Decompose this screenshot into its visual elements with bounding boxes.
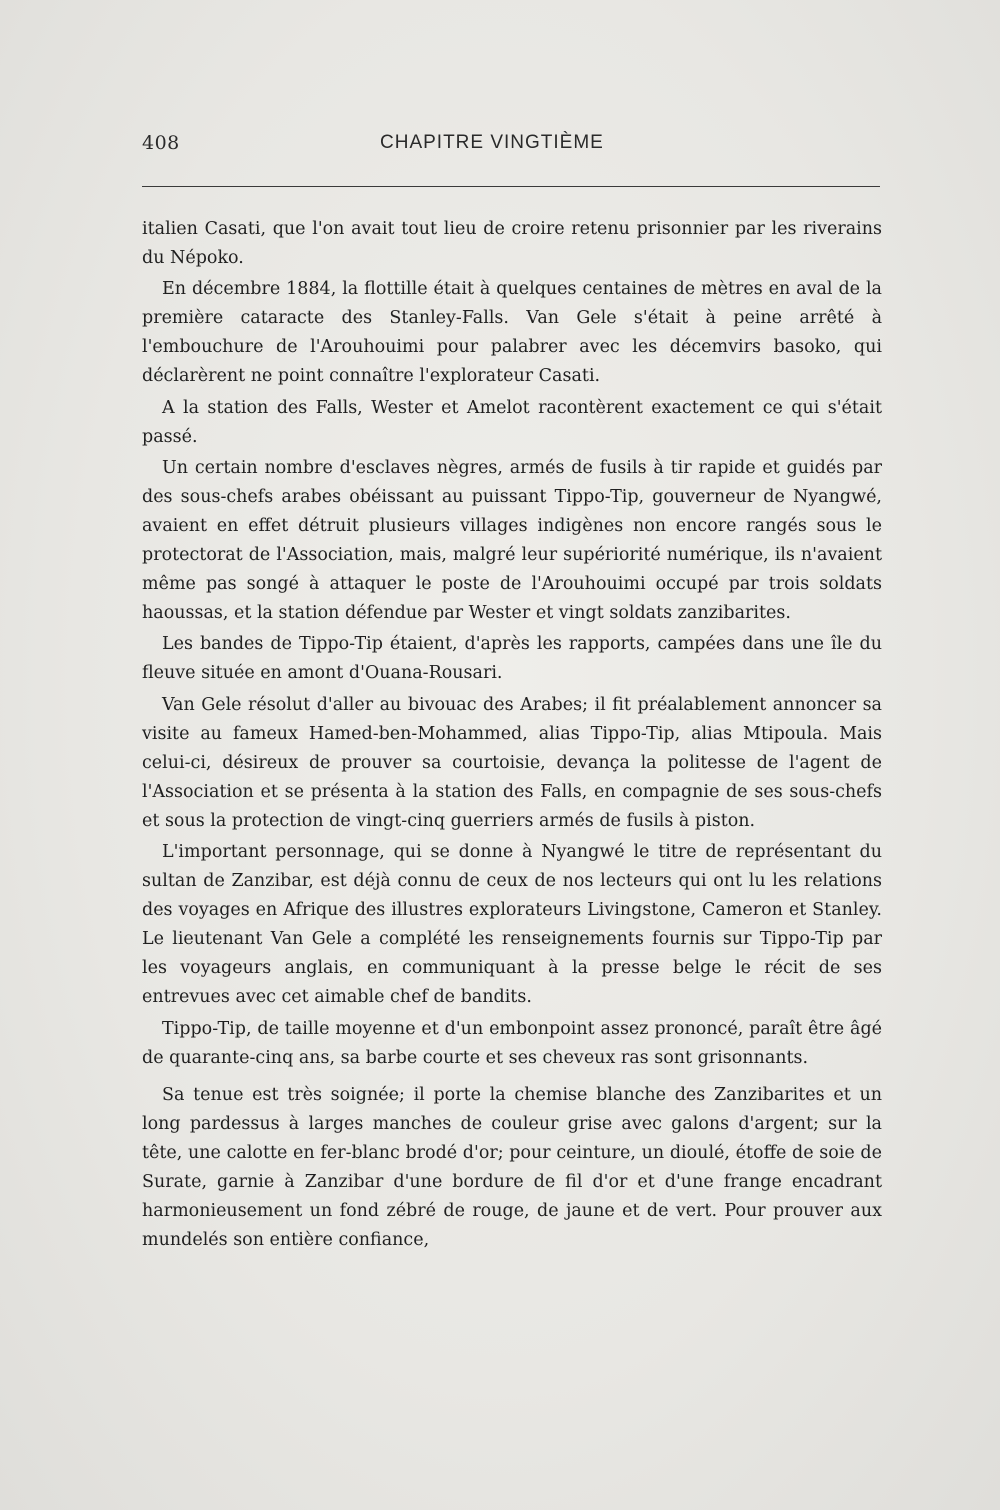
paragraph: Sa tenue est très soignée; il porte la chemise blanche des Zanzibarites et un long pardessus à larges manches de couleur grise avec galons d'argent; sur la tête, une calotte en fer-blanc brodé d'or; pour ceinture, un dioulé, étoffe de soie de Surate, garnie à Zanzibar d'une bordure de fil d'or et d'une frange encadrant harmonieusement un fond zébré de rouge, de jaune et de vert. Pour prouver aux mundelés son entière confiance,	[142, 1084, 882, 1251]
paragraph: L'important personnage, qui se donne à Nyangwé le titre de représentant du sultan de Zanzibar, est déjà connu de ceux de nos lecteurs qui ont lu les relations des voyages en Afrique des illustres explorateurs Livingstone, Cameron et Stanley. Le lieutenant Van Gele a complété les renseignements fournis sur Tippo-Tip par les voyageurs anglais, en communiquant à la presse belge le récit de ses entrevues avec cet aimable chef de bandits.	[142, 841, 882, 1008]
body-text	[142, 215, 882, 1257]
paragraph: italien Casati, que l'on avait tout lieu de croire retenu prisonnier par les riverains du Népoko.	[142, 219, 882, 269]
page-header	[142, 132, 880, 162]
paragraph: Les bandes de Tippo-Tip étaient, d'après les rapports, campées dans une île du fleuve située en amont d'Ouana-Rousari.	[142, 634, 882, 684]
paragraph: En décembre 1884, la flottille était à quelques centaines de mètres en aval de la première cataracte des Stanley-Falls. Van Gele s'était à peine arrêté à l'embouchure de l'Arouhouimi pour palabrer avec les décemvirs basoko, qui déclarèrent ne point connaître l'explorateur Casati.	[142, 279, 882, 387]
header-rule	[142, 186, 880, 187]
paragraph: Van Gele résolut d'aller au bivouac des Arabes; il fit préalablement annoncer sa visite au fameux Hamed-ben-Mohammed, alias Tippo-Tip, alias Mtipoula. Mais celui-ci, désireux de prouver sa courtoisie, devança la politesse de l'agent de l'Association et se présenta à la station des Falls, en compagnie de ses sous-chefs et sous la protection de vingt-cinq guerriers armés de fusils à piston.	[142, 694, 882, 831]
paragraph: Un certain nombre d'esclaves nègres, armés de fusils à tir rapide et guidés par des sous-chefs arabes obéissant au puissant Tippo-Tip, gouverneur de Nyangwé, avaient en effet détruit plusieurs villages indigènes non encore rangés sous le protectorat de l'Association, mais, malgré leur supériorité numérique, ils n'avaient même pas songé à attaquer le poste de l'Arouhouimi occupé par trois soldats haoussas, et la station défendue par Wester et vingt soldats zanzibarites.	[142, 457, 882, 624]
page-number: 408	[142, 132, 180, 154]
running-head: CHAPITRE VINGTIÈME	[380, 132, 604, 153]
paragraph: A la station des Falls, Wester et Amelot racontèrent exactement ce qui s'était passé.	[142, 397, 882, 447]
paragraph: Tippo-Tip, de taille moyenne et d'un embonpoint assez prononcé, paraît être âgé de quarante-cinq ans, sa barbe courte et ses cheveux ras sont grisonnants.	[142, 1018, 882, 1068]
